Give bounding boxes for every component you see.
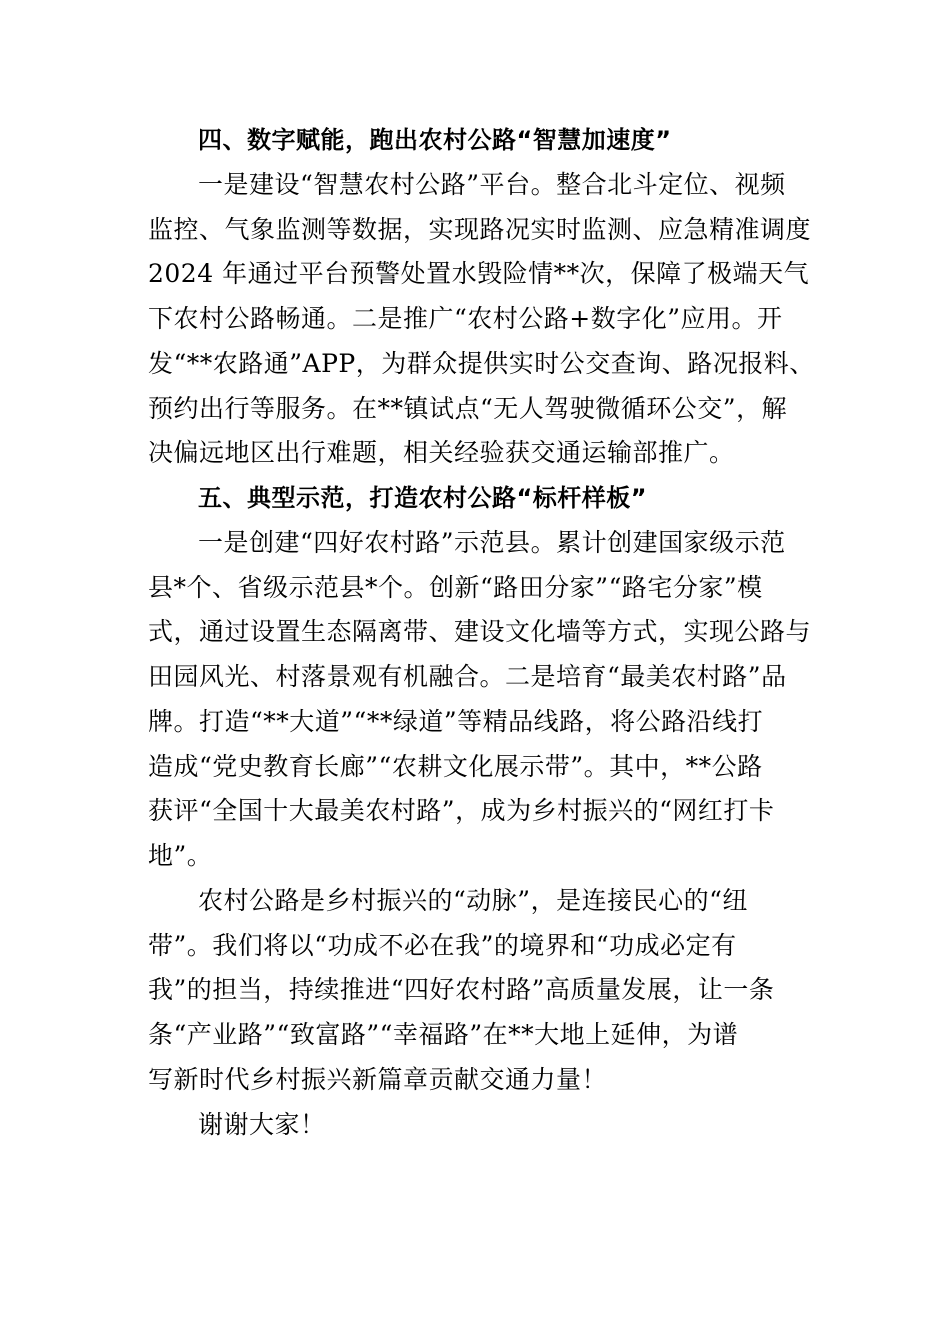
- paragraph-line: 发“**农路通”APP，为群众提供实时公交查询、路况报料、: [148, 349, 815, 378]
- paragraph-line: 牌。打造“**大道”“**绿道”等精品线路，将公路沿线打: [148, 707, 764, 736]
- paragraph-line: 条“产业路”“致富路”“幸福路”在**大地上延伸，为谱: [148, 1020, 739, 1049]
- paragraph-line: 带”。我们将以“功成不必在我”的境界和“功成必定有: [148, 931, 737, 960]
- paragraph-line: 获评“全国十大最美农村路”，成为乡村振兴的“网红打卡: [148, 796, 775, 825]
- section-4-heading: 四、数字赋能，跑出农村公路“智慧加速度”: [198, 126, 672, 154]
- paragraph-line: 地”。: [148, 841, 213, 870]
- closing-line: 谢谢大家！: [198, 1110, 326, 1139]
- paragraph-line: 农村公路是乡村振兴的“动脉”，是连接民心的“纽: [198, 886, 748, 915]
- section-5-heading: 五、典型示范，打造农村公路“标杆样板”: [198, 484, 648, 512]
- paragraph-line: 预约出行等服务。在**镇试点“无人驾驶微循环公交”，解: [148, 394, 788, 423]
- paragraph-line: 监控、气象监测等数据，实现路况实时监测、应急精准调度: [148, 215, 812, 244]
- paragraph-line: 决偏远地区出行难题，相关经验获交通运输部推广。: [148, 438, 735, 467]
- paragraph-line: 造成“党史教育长廊”“农耕文化展示带”。其中，**公路: [148, 752, 763, 781]
- paragraph-line: 式，通过设置生态隔离带、建设文化墙等方式，实现公路与: [148, 617, 812, 646]
- paragraph-line: 县*个、省级示范县*个。创新“路田分家”“路宅分家”模: [148, 573, 763, 602]
- paragraph-line: 下农村公路畅通。二是推广“农村公路+数字化”应用。开: [148, 304, 783, 333]
- paragraph-line: 我”的担当，持续推进“四好农村路”高质量发展，让一条: [148, 975, 775, 1004]
- paragraph-line: 2024 年通过平台预警处置水毁险情**次，保障了极端天气: [148, 259, 810, 288]
- paragraph-line: 一是建设“智慧农村公路”平台。整合北斗定位、视频: [198, 170, 786, 199]
- paragraph-line: 田园风光、村落景观有机融合。二是培育“最美农村路”品: [148, 662, 787, 691]
- paragraph-line: 一是创建“四好农村路”示范县。累计创建国家级示范: [198, 528, 786, 557]
- paragraph-line: 写新时代乡村振兴新篇章贡献交通力量！: [148, 1065, 608, 1094]
